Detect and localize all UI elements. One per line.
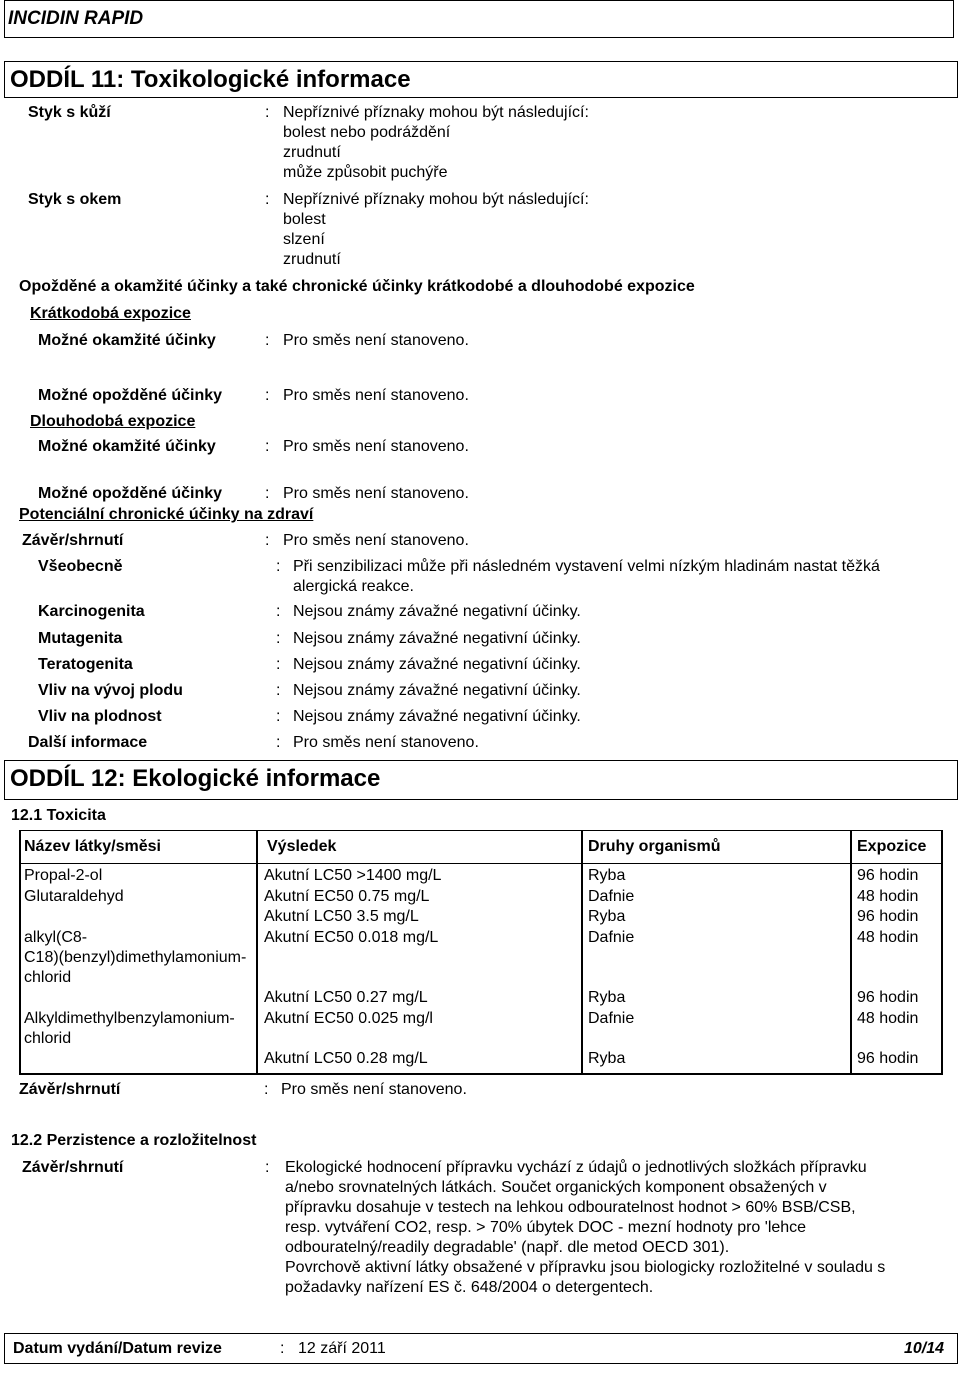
colon: : — [265, 387, 270, 404]
result-cell: Akutní LC50 3.5 mg/L — [264, 908, 419, 925]
species-cell: Dafnie — [588, 888, 635, 905]
section-12-title: ODDÍL 12: Ekologické informace — [10, 765, 381, 792]
long-term-heading: Dlouhodobá expozice — [30, 413, 196, 430]
other-info-value: Pro směs není stanoveno. — [293, 734, 479, 751]
immediate-effects-value: Pro směs není stanoveno. — [283, 332, 469, 349]
result-cell: Akutní LC50 >1400 mg/L — [264, 867, 442, 884]
summary-value: Pro směs není stanoveno. — [281, 1081, 467, 1098]
column-header-species: Druhy organismů — [588, 838, 721, 855]
colon: : — [264, 1081, 269, 1098]
species-cell: Ryba — [588, 989, 626, 1006]
delayed-effects-label: Možné opožděné účinky — [38, 485, 223, 502]
colon: : — [265, 485, 270, 502]
column-header-result: Výsledek — [267, 838, 337, 855]
result-cell: Akutní EC50 0.018 mg/L — [264, 929, 439, 946]
summary-value: Pro směs není stanoveno. — [283, 532, 469, 549]
page-number: 10/14 — [904, 1340, 945, 1357]
colon: : — [276, 682, 281, 699]
delayed-effects-value: Pro směs není stanoveno. — [283, 485, 469, 502]
substance-name: Propal-2-ol — [24, 867, 103, 884]
colon: : — [265, 1159, 270, 1176]
document-header — [4, 0, 954, 38]
colon: : — [276, 630, 281, 647]
colon: : — [276, 603, 281, 620]
exposure-cell: 96 hodin — [857, 1050, 919, 1067]
exposure-cell: 96 hodin — [857, 908, 919, 925]
result-cell: Akutní EC50 0.75 mg/L — [264, 888, 430, 905]
column-header-exposure: Expozice — [857, 838, 927, 855]
colon: : — [280, 1340, 285, 1357]
development-label: Vliv na vývoj plodu — [38, 682, 183, 699]
delayed-effects-label: Možné opožděné účinky — [38, 387, 223, 404]
colon: : — [265, 332, 270, 349]
substance-name: Alkyldimethylbenzylamonium- chlorid — [24, 1010, 235, 1047]
colon: : — [265, 104, 270, 121]
delayed-effects-heading: Opožděné a okamžité účinky a také chronické účinky krátkodobé a dlouhodobé expozice — [19, 278, 695, 295]
species-cell: Ryba — [588, 1050, 626, 1067]
teratogenicity-label: Teratogenita — [38, 656, 133, 673]
immediate-effects-value: Pro směs není stanoveno. — [283, 438, 469, 455]
result-cell: Akutní EC50 0.025 mg/l — [264, 1010, 433, 1027]
colon: : — [265, 191, 270, 208]
exposure-cell: 96 hodin — [857, 867, 919, 884]
colon: : — [276, 558, 281, 575]
species-cell: Ryba — [588, 867, 626, 884]
exposure-cell: 48 hodin — [857, 888, 919, 905]
substance-name: alkyl(C8- C18)(benzyl)dimethylamonium- chlorid — [24, 929, 247, 986]
issue-date-value: 12 září 2011 — [298, 1340, 386, 1357]
general-label: Všeobecně — [38, 558, 123, 575]
table-border-right — [941, 830, 943, 1074]
persistence-summary-label: Závěr/shrnutí — [22, 1159, 124, 1176]
colon: : — [265, 532, 270, 549]
colon: : — [265, 438, 270, 455]
immediate-effects-label: Možné okamžité účinky — [38, 332, 216, 349]
colon: : — [276, 734, 281, 751]
eye-contact-label: Styk s okem — [28, 191, 122, 208]
other-info-label: Další informace — [28, 734, 148, 751]
development-value: Nejsou známy závažné negativní účinky. — [293, 682, 581, 699]
result-cell: Akutní LC50 0.28 mg/L — [264, 1050, 428, 1067]
table-divider — [850, 830, 852, 1074]
species-cell: Dafnie — [588, 929, 635, 946]
carcinogenicity-value: Nejsou známy závažné negativní účinky. — [293, 603, 581, 620]
summary-label: Závěr/shrnutí — [19, 1081, 121, 1098]
table-divider — [581, 830, 583, 1074]
colon: : — [276, 656, 281, 673]
eye-contact-effects: Nepříznivé příznaky mohou být následující: bolest slzení zrudnutí — [283, 191, 589, 268]
colon: : — [276, 708, 281, 725]
fertility-label: Vliv na plodnost — [38, 708, 162, 725]
skin-contact-effects: Nepříznivé příznaky mohou být následující: bolest nebo podráždění zrudnutí může způsobit puchýře — [283, 104, 589, 181]
table-border-bottom — [19, 1073, 943, 1075]
persistence-summary-value: Ekologické hodnocení přípravku vychází z údajů o jednotlivých složkách přípravku a/nebo srovnatelných látkách. Součet organických komponent obsažených v přípravku dosahuje v testech na lehkou odbouratelnost hodnot > 60% BSB/CSB, resp. vytváření CO2, resp. > 70% úbytek DOC - mezní hodnoty pro 'lehce odbouratelný/readily degradable' (např. dle metod OECD 301). Povrchově aktivní látky obsažené v přípravku jsou biologicky rozložitelné v souladu s požadavky nařízení ES č. 648/2004 o detergentech. — [285, 1159, 886, 1296]
exposure-cell: 48 hodin — [857, 929, 919, 946]
chronic-effects-heading: Potenciální chronické účinky na zdraví — [19, 506, 314, 523]
issue-date-label: Datum vydání/Datum revize — [13, 1340, 222, 1357]
substance-name: Glutaraldehyd — [24, 888, 124, 905]
fertility-value: Nejsou známy závažné negativní účinky. — [293, 708, 581, 725]
species-cell: Dafnie — [588, 1010, 635, 1027]
teratogenicity-value: Nejsou známy závažné negativní účinky. — [293, 656, 581, 673]
short-term-heading: Krátkodobá expozice — [30, 305, 191, 322]
skin-contact-label: Styk s kůží — [28, 104, 111, 121]
exposure-cell: 96 hodin — [857, 989, 919, 1006]
result-cell: Akutní LC50 0.27 mg/L — [264, 989, 428, 1006]
persistence-heading: 12.2 Perzistence a rozložitelnost — [11, 1132, 257, 1149]
summary-label: Závěr/shrnutí — [22, 532, 124, 549]
immediate-effects-label: Možné okamžité účinky — [38, 438, 216, 455]
column-header-substance: Název látky/směsi — [24, 838, 161, 855]
section-11-title: ODDÍL 11: Toxikologické informace — [10, 66, 411, 93]
mutagenicity-label: Mutagenita — [38, 630, 123, 647]
table-divider — [256, 830, 258, 1074]
carcinogenicity-label: Karcinogenita — [38, 603, 145, 620]
product-name: INCIDIN RAPID — [8, 8, 144, 29]
delayed-effects-value: Pro směs není stanoveno. — [283, 387, 469, 404]
table-border-left — [19, 830, 21, 1074]
exposure-cell: 48 hodin — [857, 1010, 919, 1027]
mutagenicity-value: Nejsou známy závažné negativní účinky. — [293, 630, 581, 647]
species-cell: Ryba — [588, 908, 626, 925]
toxicity-heading: 12.1 Toxicita — [11, 807, 106, 824]
general-value: Při senzibilizaci může při následném vystavení velmi nízkým hladinám nastat těžká alergická reakce. — [293, 558, 880, 595]
